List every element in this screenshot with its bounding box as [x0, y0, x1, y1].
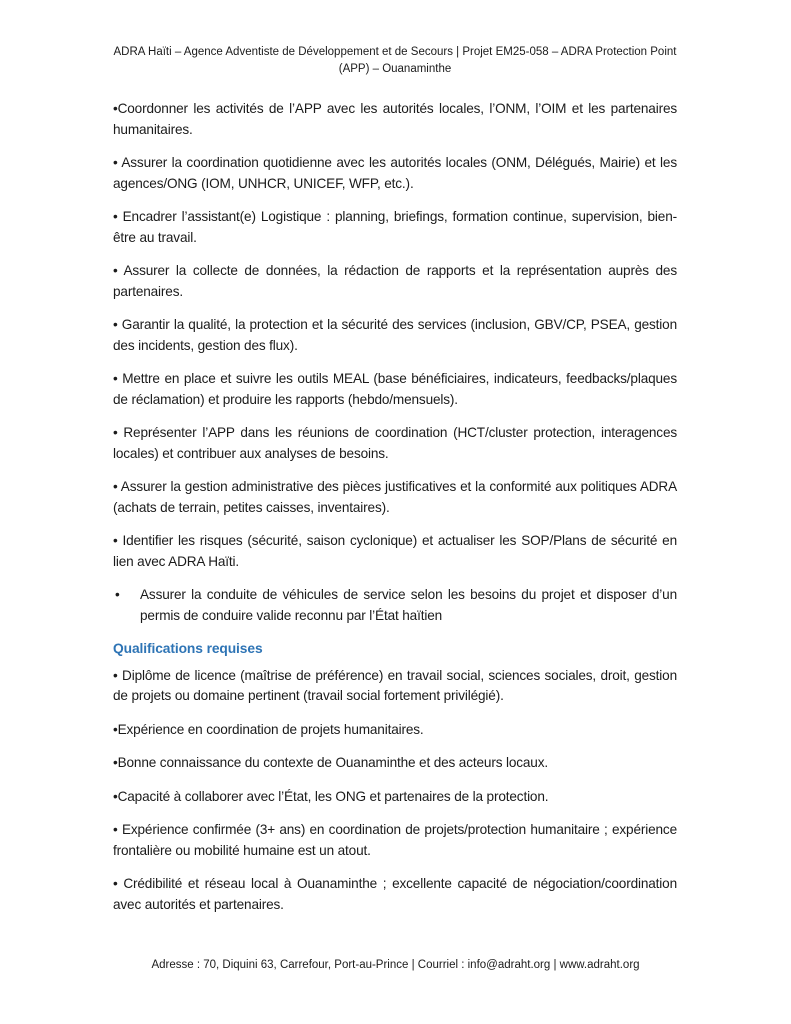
qualification-paragraph: •Bonne connaissance du contexte de Ouanaminthe et des acteurs locaux.	[113, 755, 548, 771]
qualifications-section	[113, 639, 677, 915]
duty-paragraph: • Assurer la collecte de données, la rédaction de rapports et la représentation auprès des partenaires.	[113, 263, 677, 299]
qualifications-heading: Qualifications requises	[113, 641, 263, 657]
duty-paragraph: •Coordonner les activités de l’APP avec les autorités locales, l’ONM, l’OIM et les partenaires humanitaires.	[113, 101, 677, 137]
duty-paragraph: • Mettre en place et suivre les outils MEAL (base bénéficiaires, indicateurs, feedbacks/plaques de réclamation) et produire les rapports (hebdo/mensuels).	[113, 371, 677, 407]
document-header: ADRA Haïti – Agence Adventiste de Développement et de Secours | Projet EM25-058 – ADRA Protection Point (APP) – Ouanaminthe	[113, 46, 677, 75]
duty-list-item	[113, 585, 677, 626]
qualification-paragraph: •Expérience en coordination de projets humanitaires.	[113, 721, 424, 737]
duty-list-item-text: Assurer la conduite de véhicules de service selon les besoins du projet et disposer d’un permis de conduire valide reconnu par l’État haïtien	[140, 587, 677, 623]
duty-paragraph: • Représenter l’APP dans les réunions de coordination (HCT/cluster protection, interagences locales) et contribuer aux analyses de besoins.	[113, 425, 677, 461]
duty-paragraph: • Garantir la qualité, la protection et la sécurité des services (inclusion, GBV/CP, PSEA, gestion des incidents, gestion des flux).	[113, 317, 677, 353]
duty-paragraph: • Encadrer l’assistant(e) Logistique : planning, briefings, formation continue, supervision, bien-être au travail.	[113, 209, 677, 245]
qualification-paragraph: •Capacité à collaborer avec l’État, les ONG et partenaires de la protection.	[113, 788, 549, 804]
qualification-paragraph: • Crédibilité et réseau local à Ouanaminthe ; excellente capacité de négociation/coordination avec autorités et partenaires.	[113, 876, 677, 912]
qualification-paragraph: • Diplôme de licence (maîtrise de préférence) en travail social, sciences sociales, droit, gestion de projets ou domaine pertinent (travail social fortement privilégié).	[113, 667, 677, 704]
duties-section	[113, 99, 677, 626]
bullet-marker: •	[115, 587, 120, 603]
document-footer: Adresse : 70, Diquini 63, Carrefour, Port-au-Prince | Courriel : info@adraht.org | www.adraht.org	[151, 959, 640, 971]
duty-paragraph: • Assurer la coordination quotidienne avec les autorités locales (ONM, Délégués, Mairie) et les agences/ONG (IOM, UNHCR, UNICEF, WFP, etc.).	[113, 155, 677, 191]
qualification-paragraph: • Expérience confirmée (3+ ans) en coordination de projets/protection humanitaire ; expérience frontalière ou mobilité humaine est un atout.	[113, 822, 677, 858]
document-content	[113, 44, 677, 928]
duty-paragraph: • Assurer la gestion administrative des pièces justificatives et la conformité aux politiques ADRA (achats de terrain, petites caisses, inventaires).	[113, 479, 677, 515]
duty-paragraph: • Identifier les risques (sécurité, saison cyclonique) et actualiser les SOP/Plans de sécurité en lien avec ADRA Haïti.	[113, 533, 677, 569]
